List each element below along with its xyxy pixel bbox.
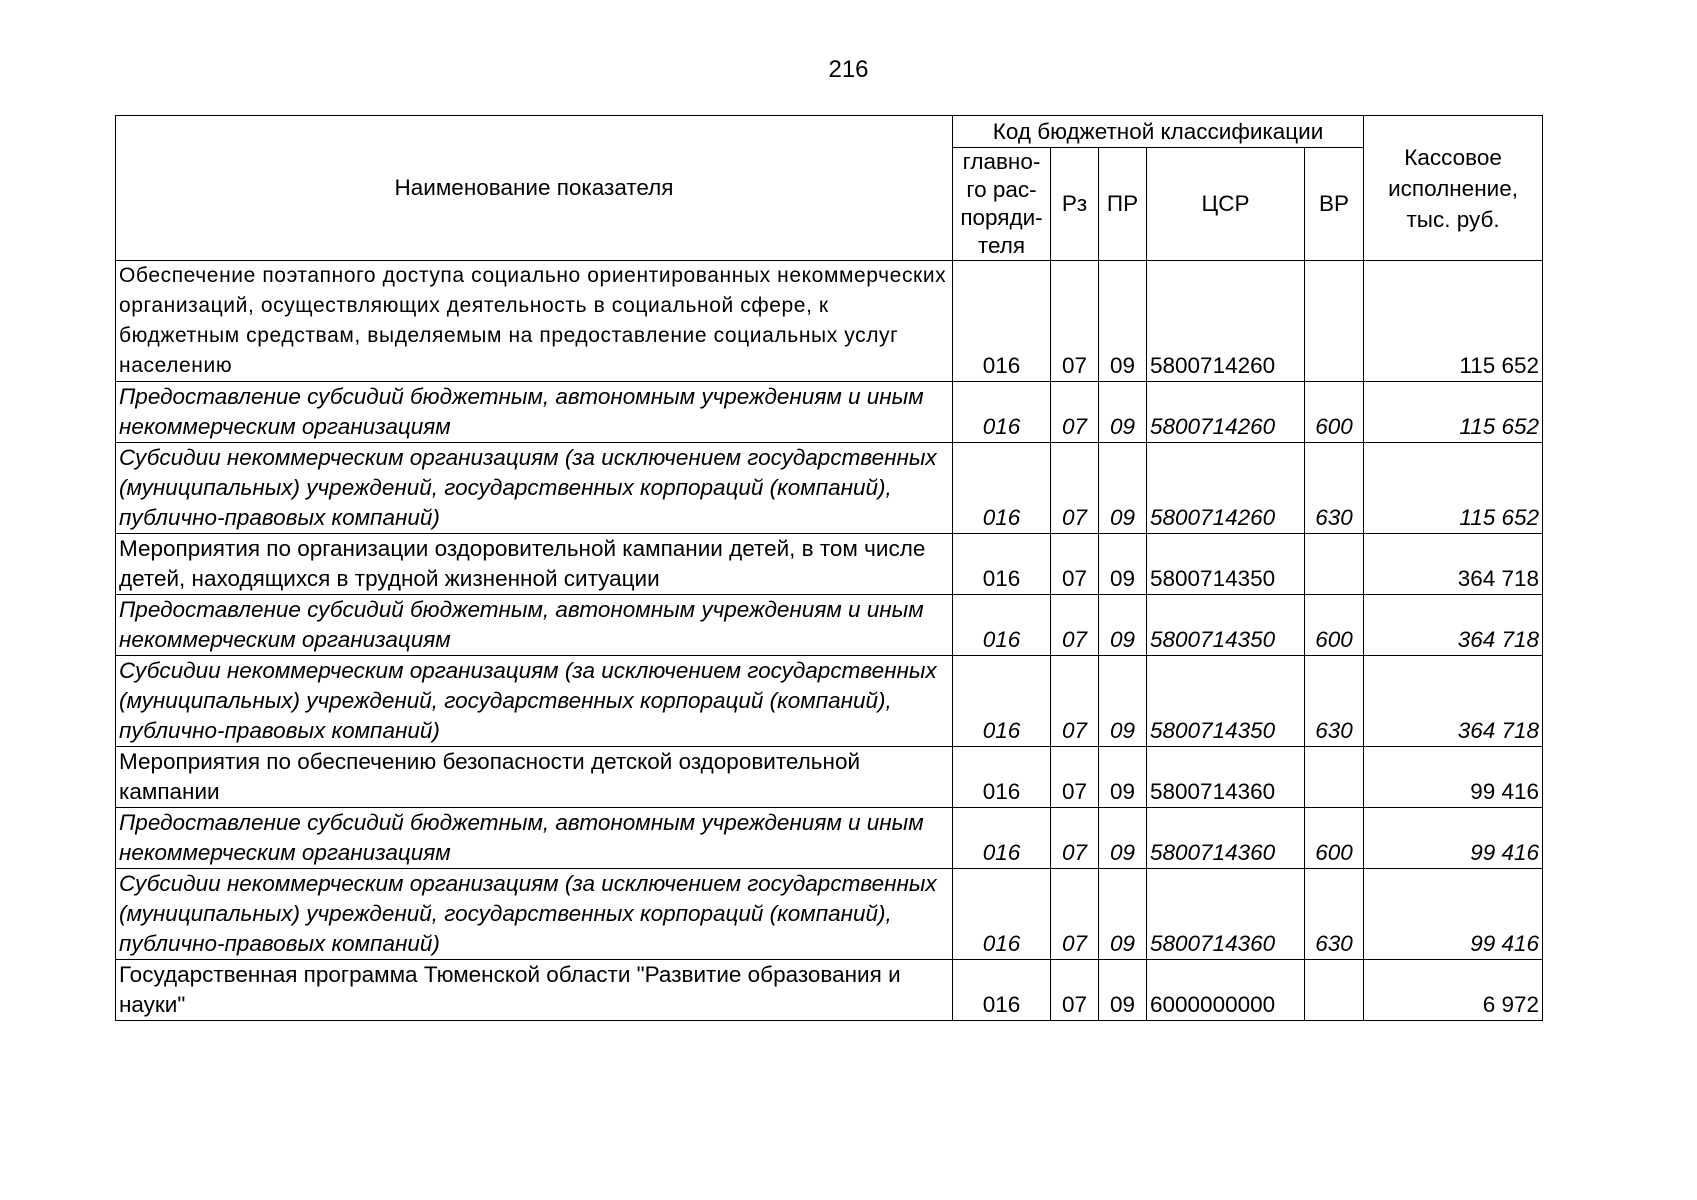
table-row [116,443,1543,534]
page-number: 216 [828,56,869,83]
table-row [116,534,1543,595]
row-pr: 09 [1099,382,1147,443]
row-name: Предоставление субсидий бюджетным, автономным учреждениям и иным некоммерческим организациям [116,382,953,443]
row-csr: 6000000000 [1147,960,1305,1021]
header-budget-code-group: Код бюджетной классификации [953,116,1364,148]
row-chief-admin: 016 [953,656,1051,747]
row-amount: 99 416 [1364,869,1543,960]
row-vr: 600 [1305,595,1364,656]
row-pr: 09 [1099,869,1147,960]
header-vr: ВР [1305,148,1364,261]
row-rz: 07 [1051,869,1099,960]
row-amount: 115 652 [1364,443,1543,534]
row-amount: 115 652 [1364,382,1543,443]
row-csr: 5800714350 [1147,595,1305,656]
row-pr: 09 [1099,656,1147,747]
row-vr [1305,747,1364,808]
row-chief-admin: 016 [953,534,1051,595]
table-row [116,382,1543,443]
row-name: Предоставление субсидий бюджетным, автономным учреждениям и иным некоммерческим организациям [116,595,953,656]
table-header [116,116,1543,261]
row-chief-admin: 016 [953,747,1051,808]
row-rz: 07 [1051,960,1099,1021]
row-vr: 630 [1305,443,1364,534]
row-pr: 09 [1099,261,1147,382]
row-amount: 115 652 [1364,261,1543,382]
row-rz: 07 [1051,534,1099,595]
table-row [116,747,1543,808]
table-row [116,595,1543,656]
row-pr: 09 [1099,443,1147,534]
row-csr: 5800714350 [1147,534,1305,595]
row-rz: 07 [1051,261,1099,382]
header-name: Наименование показателя [116,116,953,261]
header-chief-admin: главно- го рас- поряди- теля [953,148,1051,261]
row-pr: 09 [1099,534,1147,595]
row-csr: 5800714260 [1147,261,1305,382]
row-rz: 07 [1051,443,1099,534]
row-amount: 99 416 [1364,808,1543,869]
row-chief-admin: 016 [953,261,1051,382]
row-chief-admin: 016 [953,443,1051,534]
row-amount: 364 718 [1364,595,1543,656]
table-row [116,656,1543,747]
table-body [116,261,1543,1021]
table-row [116,261,1543,382]
row-rz: 07 [1051,595,1099,656]
row-chief-admin: 016 [953,869,1051,960]
row-vr: 600 [1305,808,1364,869]
row-amount: 6 972 [1364,960,1543,1021]
row-amount: 364 718 [1364,534,1543,595]
row-pr: 09 [1099,747,1147,808]
header-csr: ЦСР [1147,148,1305,261]
row-vr: 630 [1305,869,1364,960]
row-csr: 5800714350 [1147,656,1305,747]
row-rz: 07 [1051,656,1099,747]
row-name: Субсидии некоммерческим организациям (за исключением государственных (муниципальных) учреждений, государственных корпораций (компаний), публично-правовых компаний) [116,869,953,960]
table-row [116,808,1543,869]
row-name: Обеспечение поэтапного доступа социально ориентированных некоммерческих организаций, осуществляющих деятельность в социальной сфере, к бюджетным средствам, выделяемым на предоставление социальных услуг населению [116,261,953,382]
row-name: Предоставление субсидий бюджетным, автономным учреждениям и иным некоммерческим организациям [116,808,953,869]
header-pr: ПР [1099,148,1147,261]
row-rz: 07 [1051,382,1099,443]
row-vr [1305,534,1364,595]
row-amount: 99 416 [1364,747,1543,808]
row-rz: 07 [1051,808,1099,869]
row-name: Государственная программа Тюменской области "Развитие образования и науки" [116,960,953,1021]
row-chief-admin: 016 [953,595,1051,656]
row-csr: 5800714260 [1147,443,1305,534]
row-csr: 5800714360 [1147,869,1305,960]
table-row [116,869,1543,960]
row-csr: 5800714360 [1147,808,1305,869]
row-vr [1305,960,1364,1021]
row-csr: 5800714260 [1147,382,1305,443]
row-pr: 09 [1099,595,1147,656]
row-name: Мероприятия по обеспечению безопасности детской оздоровительной кампании [116,747,953,808]
row-name: Субсидии некоммерческим организациям (за исключением государственных (муниципальных) учреждений, государственных корпораций (компаний), публично-правовых компаний) [116,443,953,534]
row-pr: 09 [1099,960,1147,1021]
table-row [116,960,1543,1021]
row-vr: 630 [1305,656,1364,747]
row-name: Мероприятия по организации оздоровительной кампании детей, в том числе детей, находящихся в трудной жизненной ситуации [116,534,953,595]
row-name: Субсидии некоммерческим организациям (за исключением государственных (муниципальных) учреждений, государственных корпораций (компаний), публично-правовых компаний) [116,656,953,747]
row-rz: 07 [1051,747,1099,808]
row-pr: 09 [1099,808,1147,869]
row-amount: 364 718 [1364,656,1543,747]
header-rz: Рз [1051,148,1099,261]
header-execution: Кассовое исполнение, тыс. руб. [1364,116,1543,261]
row-vr [1305,261,1364,382]
row-chief-admin: 016 [953,382,1051,443]
row-chief-admin: 016 [953,960,1051,1021]
row-csr: 5800714360 [1147,747,1305,808]
row-vr: 600 [1305,382,1364,443]
budget-table [115,115,1543,1021]
row-chief-admin: 016 [953,808,1051,869]
